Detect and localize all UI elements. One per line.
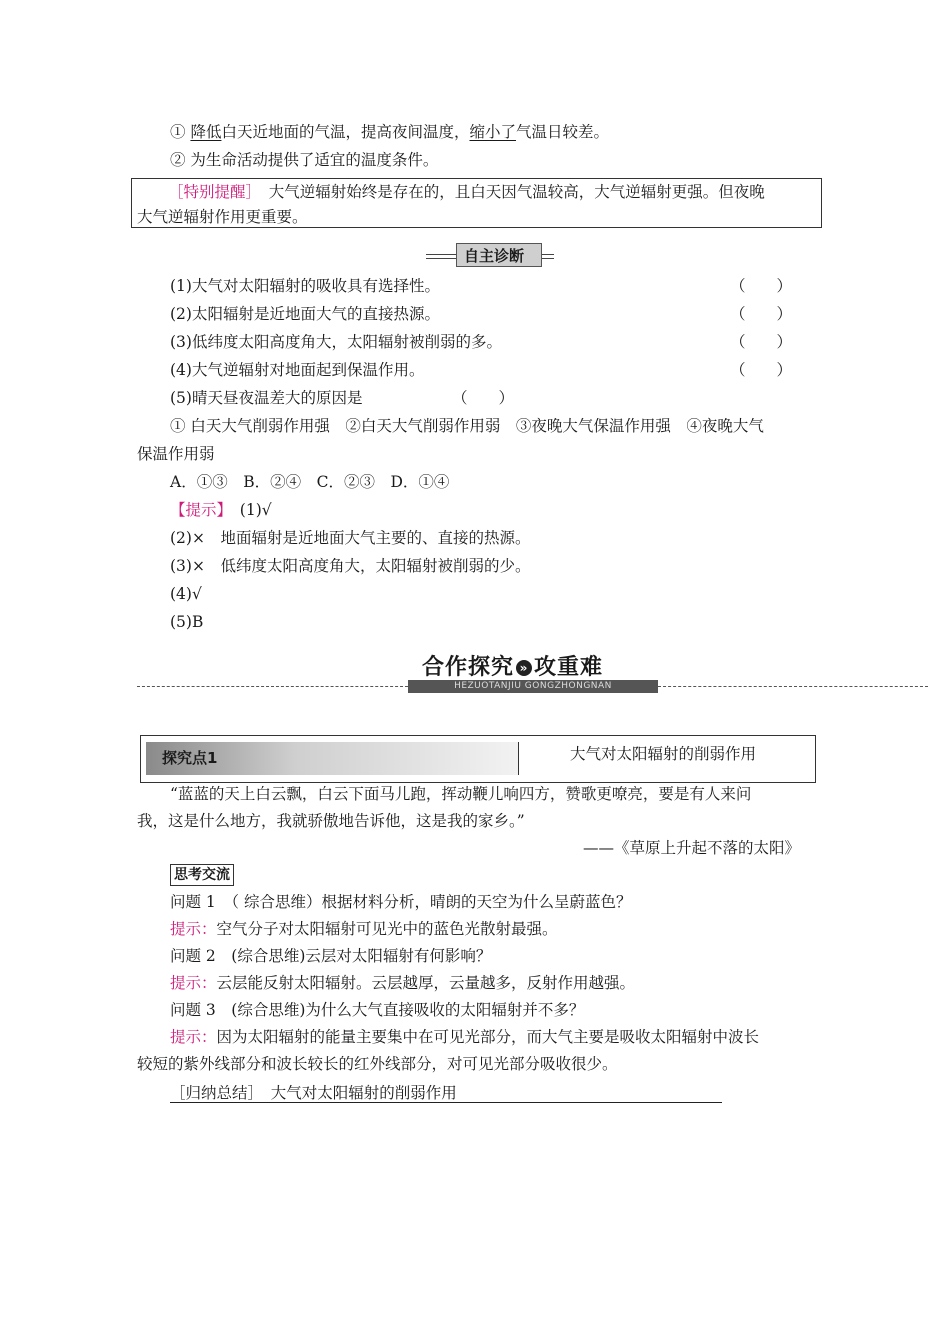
quote-source: ——《草原上升起不落的太阳》 <box>583 839 801 857</box>
special-tip-line-2: 大气逆辐射作用更重要。 <box>137 208 308 226</box>
think-exchange-label: 思考交流 <box>170 864 234 886</box>
underlined-term-1: 降低 <box>190 123 222 141</box>
question-4: (4)大气逆辐射对地面起到保温作用。 <box>170 361 425 379</box>
answer-paren-5: （ ） <box>452 389 515 407</box>
question-5-options-2: 保温作用弱 <box>137 445 215 463</box>
hint-block-2 <box>170 973 635 993</box>
hint-label-3: 提示： <box>170 1028 217 1046</box>
section-title-left: 合作探究 <box>422 655 515 680</box>
intro-item-1-text-b: 气温日较差。 <box>515 123 609 141</box>
answer-paren-4: （ ） <box>730 361 793 379</box>
answer-5: (5)B <box>170 613 204 631</box>
special-tip-line-1 <box>168 182 765 202</box>
special-tip-label: ［特别提醒］ <box>168 183 254 201</box>
question-block-1: 问题 1 （ 综合思维）根据材料分析，晴朗的天空为什么呈蔚蓝色？ <box>170 893 632 911</box>
hint-block-1 <box>170 919 558 939</box>
intro-item-1-text-a: 白天近地面的气温，提高夜间温度， <box>221 123 470 141</box>
answer-2: (2)× 地面辐射是近地面大气主要的、直接的热源。 <box>170 529 531 547</box>
inquiry-title: 大气对太阳辐射的削弱作用 <box>570 745 757 763</box>
quote-line-1: “蓝蓝的天上白云飘，白云下面马儿跑，挥动鞭儿响四方，赞歌更嘹亮，要是有人来问 <box>170 785 752 803</box>
inquiry-divider <box>518 742 519 775</box>
hint-text-1: 空气分子对太阳辐射可见光中的蓝色光散射最强。 <box>216 920 558 938</box>
inquiry-label: 探究点1 <box>162 749 218 767</box>
answer-4: (4)√ <box>170 585 202 603</box>
hint-block-3-cont: 较短的紫外线部分和波长较长的红外线部分，对可见光部分吸收很少。 <box>137 1055 618 1073</box>
section-subtitle: HEZUOTANJIU GONGZHONGNAN <box>408 680 658 693</box>
question-1: (1)大气对太阳辐射的吸收具有选择性。 <box>170 277 440 295</box>
answer-1: (1)√ <box>239 501 272 519</box>
banner-rule-right <box>542 254 554 259</box>
question-5-choices: A．①③ B．②④ C．②③ D．①④ <box>170 473 450 491</box>
hint-line-1 <box>170 500 272 520</box>
intro-item-2: ② 为生命活动提供了适宜的温度条件。 <box>170 151 439 169</box>
hint-label-1: 提示： <box>170 920 217 938</box>
summary-rule <box>170 1102 722 1103</box>
question-5-options-1: ① 白天大气削弱作用强 ②白天大气削弱作用弱 ③夜晚大气保温作用强 ④夜晚大气 <box>170 417 764 435</box>
inquiry-label-bar <box>146 742 518 775</box>
hint-label-2: 提示： <box>170 974 217 992</box>
quote-line-2: 我，这是什么地方，我就骄傲地告诉他，这是我的家乡。” <box>137 812 525 830</box>
summary-text: 大气对太阳辐射的削弱作用 <box>270 1084 457 1102</box>
hint-block-3 <box>170 1027 759 1047</box>
dashed-rule-left <box>137 686 408 687</box>
section-title-right: 攻重难 <box>534 655 604 680</box>
question-2: (2)太阳辐射是近地面大气的直接热源。 <box>170 305 440 323</box>
answer-paren-3: （ ） <box>730 333 793 351</box>
question-3: (3)低纬度太阳高度角大，太阳辐射被削弱的多。 <box>170 333 502 351</box>
hint-text-3: 因为太阳辐射的能量主要集中在可见光部分，而大气主要是吸收太阳辐射中波长 <box>216 1028 760 1046</box>
arrow-icon: » <box>516 660 532 676</box>
section-title <box>422 650 603 681</box>
question-block-3: 问题 3 (综合思维)为什么大气直接吸收的太阳辐射并不多？ <box>170 1001 585 1019</box>
answer-3: (3)× 低纬度太阳高度角大，太阳辐射被削弱的少。 <box>170 557 531 575</box>
self-diagnosis-banner <box>456 243 542 267</box>
hint-text-2: 云层能反射太阳辐射。云层越厚，云量越多，反射作用越强。 <box>216 974 636 992</box>
special-tip-text-1: 大气逆辐射始终是存在的，且白天因气温较高，大气逆辐射更强。但夜晚 <box>268 183 765 201</box>
answer-paren-1: （ ） <box>730 277 793 295</box>
answer-paren-2: （ ） <box>730 305 793 323</box>
self-diagnosis-title: 自主诊断 <box>464 247 525 265</box>
intro-item-1 <box>170 122 609 142</box>
underlined-term-2: 缩小了 <box>469 123 516 141</box>
question-block-2: 问题 2 (综合思维)云层对太阳辐射有何影响？ <box>170 947 492 965</box>
hint-label: 【提示】 <box>170 501 225 519</box>
banner-rule-left <box>426 254 456 259</box>
question-5: (5)晴天昼夜温差大的原因是 <box>170 389 363 407</box>
summary-heading <box>170 1083 457 1103</box>
summary-label: ［归纳总结］ <box>170 1084 256 1102</box>
intro-item-1-prefix: ① <box>170 123 191 141</box>
dashed-rule-right <box>658 686 928 687</box>
